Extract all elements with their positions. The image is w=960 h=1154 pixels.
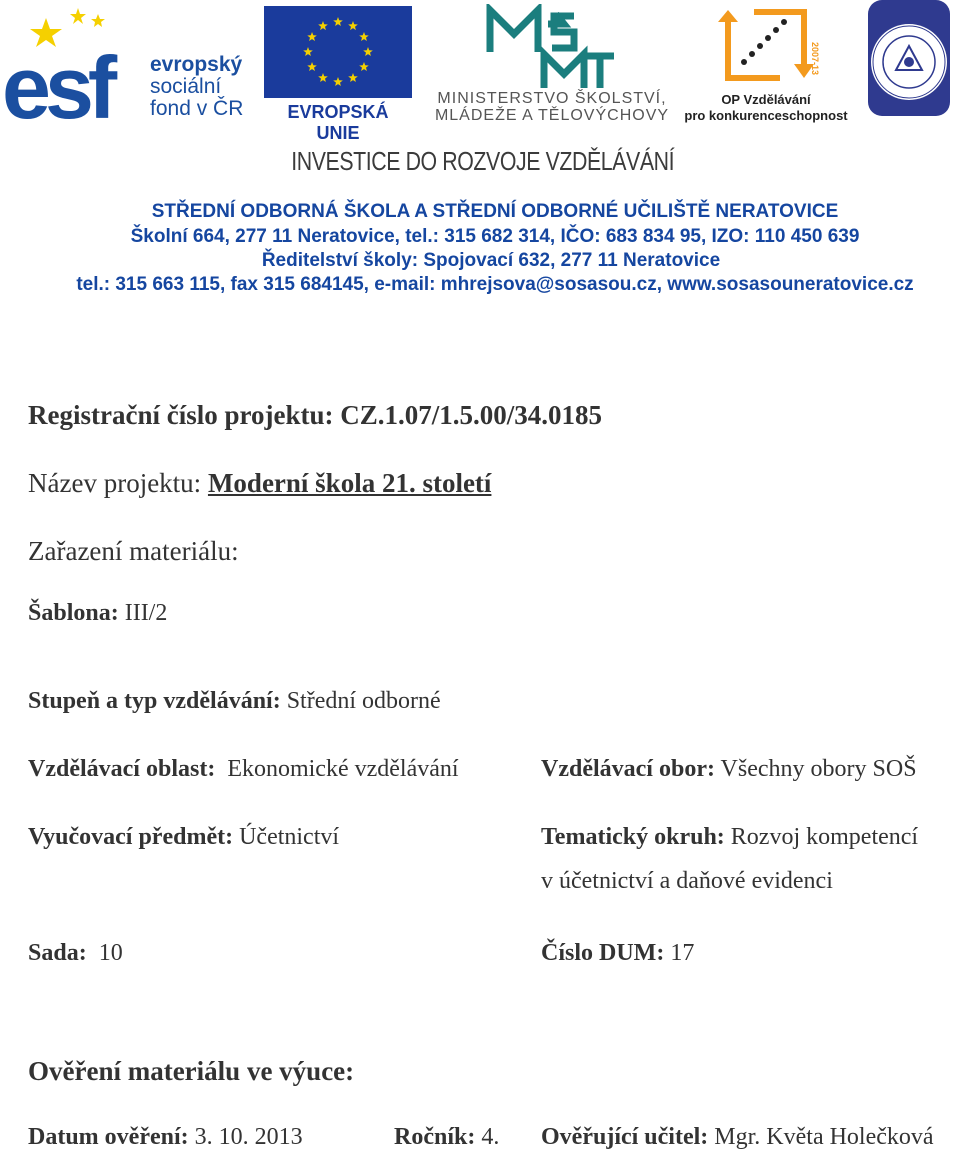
education-area-row (28, 756, 459, 783)
esf-line-1: evropský (150, 53, 243, 76)
verification-date-label: Datum ověření: (28, 1124, 189, 1150)
verification-heading: Ověření materiálu ve výuce: (28, 1056, 355, 1086)
grade-value: 4. (481, 1124, 500, 1150)
msmt-logo (424, 4, 680, 124)
field-of-study-label: Vzdělávací obor: (541, 756, 715, 782)
eu-label: EVROPSKÁ UNIE (287, 102, 389, 143)
field-of-study-value: Všechny obory SOŠ (720, 756, 917, 782)
esf-logo (0, 0, 258, 124)
dum-number-row (541, 940, 694, 967)
template-value: III/2 (124, 600, 168, 626)
education-level-label: Stupeň a typ vzdělávání: (28, 688, 281, 714)
template-label: Šablona: (28, 600, 119, 626)
esf-line-3: fond v ČR (150, 97, 244, 120)
registration-number: Registrační číslo projektu: CZ.1.07/1.5.00/34.0185 (28, 400, 602, 430)
op-line-1: OP Vzdělávání (721, 92, 811, 107)
project-name-label: Název projektu: (28, 468, 202, 498)
op-arrows-icon (684, 2, 848, 90)
investice-slogan: INVESTICE DO ROZVOJE VZDĚLÁVÁNÍ (291, 146, 675, 176)
subject-row (28, 824, 339, 851)
msmt-monogram-icon (424, 4, 680, 88)
subject-label: Vyučovací předmět: (28, 824, 234, 850)
op-logo (684, 2, 848, 124)
school-emblem-icon (864, 0, 954, 120)
set-label: Sada: (28, 940, 87, 966)
school-directorate: Ředitelství školy: Spojovací 632, 277 11 Neratovice (261, 250, 721, 271)
dum-number-label: Číslo DUM: (541, 940, 665, 966)
grade-row (394, 1124, 499, 1151)
template-row (28, 600, 167, 627)
msmt-line-2: MLÁDEŽE A TĚLOVÝCHOVY (434, 107, 670, 124)
op-line-2: pro konkurenceschopnost (684, 108, 848, 123)
thematic-area-value: Rozvoj kompetencí (730, 824, 919, 850)
svg-text:esf: esf (2, 38, 112, 124)
project-name-row (28, 468, 491, 499)
msmt-line-1: MINISTERSTVO ŠKOLSTVÍ, (437, 90, 667, 107)
school-address: Školní 664, 277 11 Neratovice, tel.: 315 682 314, IČO: 683 834 95, IZO: 110 450 639 (130, 226, 860, 247)
set-value: 10 (98, 940, 123, 966)
eu-logo (264, 6, 412, 143)
subject-value: Účetnictví (239, 824, 340, 850)
verifying-teacher-row (541, 1124, 934, 1151)
education-level-row (28, 688, 441, 715)
material-classification-label: Zařazení materiálu: (28, 536, 239, 566)
svg-text:2007-13: 2007-13 (810, 42, 820, 76)
verifying-teacher-label: Ověřující učitel: (541, 1124, 709, 1150)
thematic-area-value-continued: v účetnictví a daňové evidenci (541, 868, 833, 894)
education-area-value: Ekonomické vzdělávání (227, 756, 459, 782)
set-row (28, 940, 123, 967)
thematic-area-label: Tematický okruh: (541, 824, 725, 850)
grade-label: Ročník: (394, 1124, 476, 1150)
project-name-value: Moderní škola 21. století (207, 468, 492, 498)
dum-number-value: 17 (670, 940, 695, 966)
school-contacts: tel.: 315 663 115, fax 315 684145, e-mail: mhrejsova@sosasou.cz, www.sosasouneratovice.cz (76, 274, 914, 295)
eu-flag-icon (264, 6, 412, 98)
school-logo (864, 0, 954, 120)
verification-date-row (28, 1124, 303, 1151)
verifying-teacher-value: Mgr. Květa Holečková (714, 1124, 934, 1150)
verification-date-value: 3. 10. 2013 (194, 1124, 303, 1150)
education-level-value: Střední odborné (286, 688, 441, 714)
school-name: STŘEDNÍ ODBORNÁ ŠKOLA A STŘEDNÍ ODBORNÉ UČILIŠTĚ NERATOVICE (151, 201, 839, 222)
education-area-label: Vzdělávací oblast: (28, 756, 216, 782)
thematic-area-row (541, 824, 918, 851)
field-of-study-row (541, 756, 917, 783)
esf-line-2: sociální (150, 75, 222, 98)
